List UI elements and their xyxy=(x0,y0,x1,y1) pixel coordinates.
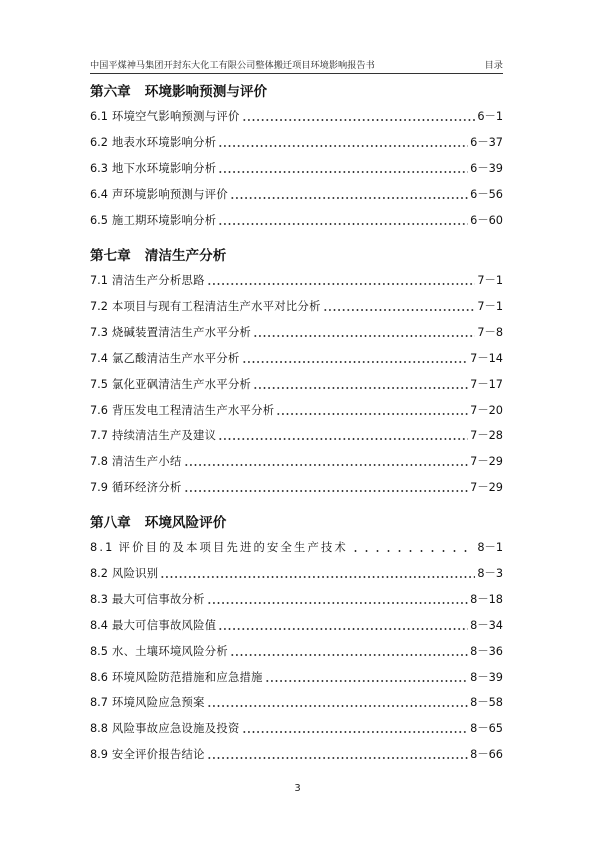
header-rule xyxy=(90,73,503,74)
entry-number: 7.3 xyxy=(90,325,108,339)
entry-number: 7.2 xyxy=(90,299,108,313)
entry-number: 8.9 xyxy=(90,748,108,762)
toc-entry[interactable] xyxy=(90,539,503,555)
entry-page: 6－60 xyxy=(470,213,503,227)
dot-leader xyxy=(207,275,476,285)
entry-title: 本项目与现有工程清洁生产水平对比分析 xyxy=(111,299,321,313)
entry-number: 7.7 xyxy=(90,429,108,443)
toc-entry[interactable] xyxy=(90,134,503,150)
entry-page: 6－56 xyxy=(470,187,503,201)
toc-entry[interactable] xyxy=(90,453,503,469)
entry-title: 持续清洁生产及建议 xyxy=(111,429,217,443)
dot-leader xyxy=(242,353,469,363)
dot-leader xyxy=(218,137,468,147)
toc-entry[interactable] xyxy=(90,427,503,443)
entry-page: 8－65 xyxy=(470,722,503,736)
entry-number: 6.3 xyxy=(90,161,108,175)
entry-page: 6－37 xyxy=(470,135,503,149)
entry-title: 声环境影响预测与评价 xyxy=(111,187,228,201)
entry-number: 6.2 xyxy=(90,135,108,149)
page-number: 3 xyxy=(294,783,301,794)
entry-page: 7－1 xyxy=(477,274,503,287)
chapter-title: 环境影响预测与评价 xyxy=(144,84,268,100)
entry-page: 8－18 xyxy=(470,592,503,606)
entry-title: 安全评价报告结论 xyxy=(111,748,205,762)
entry-page: 6－39 xyxy=(470,161,503,175)
entry-number: 8.8 xyxy=(90,722,108,736)
chapter-heading xyxy=(90,511,226,531)
dot-leader xyxy=(253,327,475,337)
toc-entry[interactable] xyxy=(90,272,503,288)
toc-entry[interactable] xyxy=(90,565,503,581)
dot-leader xyxy=(218,620,468,630)
dot-leader xyxy=(242,723,469,733)
entry-number: 8.7 xyxy=(90,696,108,710)
dot-leader xyxy=(242,111,476,121)
entry-title: 最大可信事故风险值 xyxy=(111,618,217,632)
entry-title: 最大可信事故分析 xyxy=(111,592,205,606)
entry-page: 7－14 xyxy=(470,351,503,365)
dot-leader xyxy=(230,189,468,199)
entry-number: 8.5 xyxy=(90,644,108,658)
toc-entry[interactable] xyxy=(90,186,503,202)
entry-number: 7.1 xyxy=(90,274,108,287)
entry-number: 8.1 xyxy=(90,541,115,554)
entry-page: 7－28 xyxy=(470,429,503,443)
entry-title: 环境空气影响预测与评价 xyxy=(111,110,240,123)
dot-leader xyxy=(207,749,468,759)
dot-leader xyxy=(184,456,469,466)
entry-title: 水、土壤环境风险分析 xyxy=(111,644,228,658)
entry-title: 环境风险防范措施和应急措施 xyxy=(111,670,263,684)
entry-page: 7－20 xyxy=(470,403,503,417)
toc-entry[interactable] xyxy=(90,617,503,633)
dot-leader xyxy=(253,379,468,389)
entry-number: 8.2 xyxy=(90,566,108,580)
toc-entry[interactable] xyxy=(90,479,503,495)
entry-title: 清洁生产小结 xyxy=(111,455,182,469)
entry-page: 8－66 xyxy=(470,748,503,762)
chapter-label: 第八章 xyxy=(90,515,131,531)
entry-title: 地下水环境影响分析 xyxy=(111,161,217,175)
toc-entry[interactable] xyxy=(90,108,503,124)
entry-title: 清洁生产分析思路 xyxy=(111,274,205,287)
toc-entry[interactable] xyxy=(90,669,503,685)
entry-number: 6.5 xyxy=(90,213,108,227)
chapter-title: 环境风险评价 xyxy=(144,515,227,531)
entry-title: 环境风险应急预案 xyxy=(111,696,205,710)
entry-title: 烧碱装置清洁生产水平分析 xyxy=(111,325,252,339)
chapter-heading xyxy=(90,80,267,100)
entry-number: 7.8 xyxy=(90,455,108,469)
dot-leader xyxy=(276,405,468,415)
entry-number: 8.4 xyxy=(90,618,108,632)
toc-entry[interactable] xyxy=(90,591,503,607)
toc-entry[interactable] xyxy=(90,298,503,314)
dot-leader xyxy=(160,568,475,578)
dot-leader xyxy=(350,542,475,552)
dot-leader xyxy=(218,215,468,225)
entry-page: 7－29 xyxy=(470,455,503,469)
entry-number: 8.3 xyxy=(90,592,108,606)
dot-leader xyxy=(323,301,476,311)
entry-number: 6.4 xyxy=(90,187,108,201)
entry-page: 7－17 xyxy=(470,377,503,391)
chapter-title: 清洁生产分析 xyxy=(144,248,227,264)
entry-number: 7.6 xyxy=(90,403,108,417)
entry-title: 氯乙酸清洁生产水平分析 xyxy=(111,351,240,365)
header-section: 目录 xyxy=(484,60,503,71)
toc-entry[interactable] xyxy=(90,720,503,736)
entry-title: 循环经济分析 xyxy=(111,481,182,495)
toc-entry[interactable] xyxy=(90,160,503,176)
entry-number: 7.9 xyxy=(90,481,108,495)
dot-leader xyxy=(265,672,468,682)
entry-number: 8.6 xyxy=(90,670,108,684)
entry-title: 氯化亚砜清洁生产水平分析 xyxy=(111,377,252,391)
toc-entry[interactable] xyxy=(90,746,503,762)
entry-page: 8－36 xyxy=(470,644,503,658)
entry-page: 7－8 xyxy=(477,325,503,339)
dot-leader xyxy=(218,163,468,173)
entry-number: 6.1 xyxy=(90,110,108,123)
entry-title: 风险识别 xyxy=(111,566,159,580)
entry-title: 施工期环境影响分析 xyxy=(111,213,217,227)
toc-entry[interactable] xyxy=(90,350,503,366)
entry-number: 7.5 xyxy=(90,377,108,391)
entry-page: 8－3 xyxy=(477,566,503,580)
toc-entry[interactable] xyxy=(90,376,503,392)
toc-entry[interactable] xyxy=(90,324,503,340)
entry-title: 风险事故应急设施及投资 xyxy=(111,722,240,736)
entry-page: 7－29 xyxy=(470,481,503,495)
dot-leader xyxy=(207,594,468,604)
dot-leader xyxy=(218,430,468,440)
chapter-label: 第六章 xyxy=(90,84,131,100)
entry-page: 8－34 xyxy=(470,618,503,632)
entry-page: 8－39 xyxy=(470,670,503,684)
entry-page: 7－1 xyxy=(477,299,503,313)
entry-title: 评价目的及本项目先进的安全生产技术 xyxy=(118,541,349,554)
dot-leader xyxy=(230,646,468,656)
header-doc-title: 中国平煤神马集团开封东大化工有限公司整体搬迁项目环境影响报告书 xyxy=(90,60,375,71)
chapter-label: 第七章 xyxy=(90,248,131,264)
toc-entry[interactable] xyxy=(90,694,503,710)
entry-title: 背压发电工程清洁生产水平分析 xyxy=(111,403,275,417)
entry-page: 6－1 xyxy=(477,110,503,123)
dot-leader xyxy=(207,697,468,707)
entry-page: 8－1 xyxy=(477,541,503,554)
chapter-heading xyxy=(90,244,226,264)
entry-title: 地表水环境影响分析 xyxy=(111,135,217,149)
running-header xyxy=(90,55,503,71)
entry-number: 7.4 xyxy=(90,351,108,365)
toc-entry[interactable] xyxy=(90,643,503,659)
toc-entry[interactable] xyxy=(90,212,503,228)
entry-page: 8－58 xyxy=(470,696,503,710)
toc-entry[interactable] xyxy=(90,402,503,418)
dot-leader xyxy=(184,482,469,492)
